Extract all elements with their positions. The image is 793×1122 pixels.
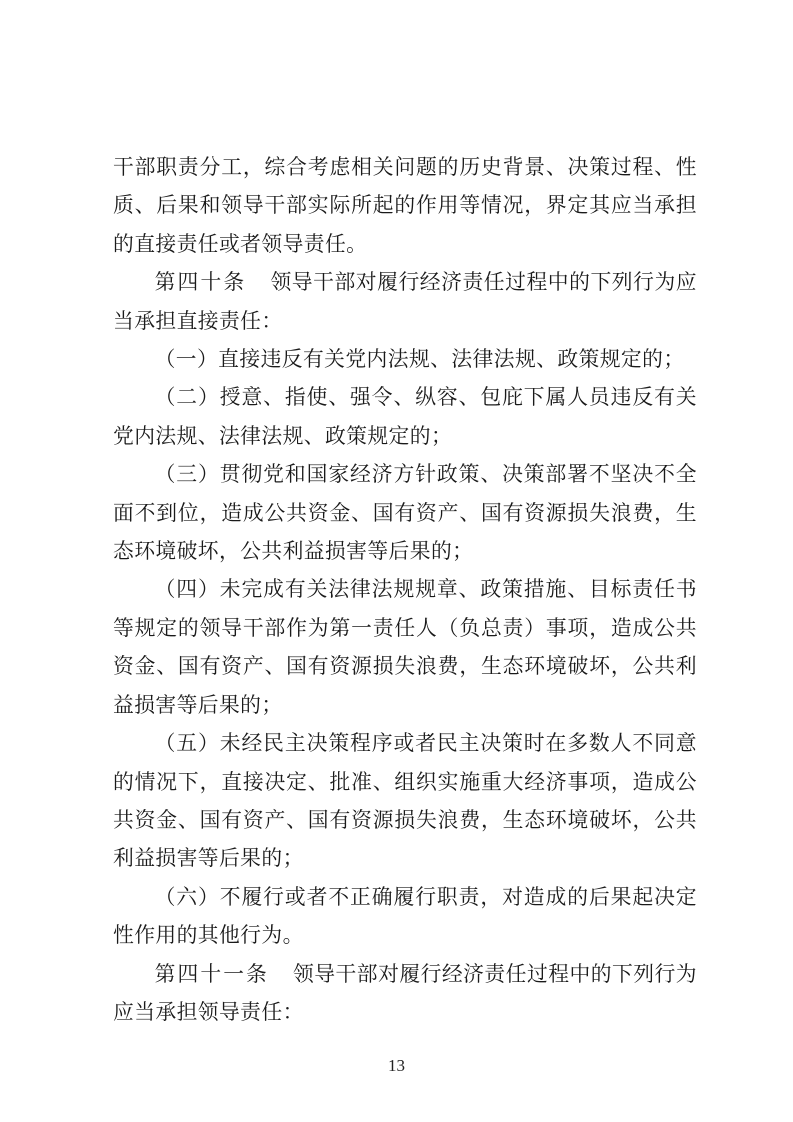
list-item-4: （四）未完成有关法律法规规章、政策措施、目标责任书等规定的领导干部作为第一责任人（负总责）事项，造成公共资金、国有资产、国有资源损失浪费，生态环境破坏，公共利益损害等后果的；: [113, 577, 697, 717]
article-41-heading: 第四十一条: [154, 961, 269, 986]
list-item-6: （六）不履行或者不正确履行职责，对造成的后果起决定性作用的其他行为。: [113, 884, 697, 948]
article-40-heading: 第四十条: [154, 270, 247, 295]
document-body: [113, 148, 697, 1031]
article-41-paragraph: [113, 955, 697, 1032]
list-item-1: （一）直接违反有关党内法规、法律法规、政策规定的；: [154, 347, 685, 372]
article-41-text: 领导干部对履行经济责任过程中的下列行为应当承担领导责任：: [113, 961, 697, 1024]
paragraph-continuation: 干部职责分工，综合考虑相关问题的历史背景、决策过程、性质、后果和领导干部实际所起的作用等情况，界定其应当承担的直接责任或者领导责任。: [113, 155, 697, 256]
article-40-paragraph: [113, 263, 697, 340]
list-item-2: （二）授意、指使、强令、纵容、包庇下属人员违反有关党内法规、法律法规、政策规定的；: [113, 385, 697, 448]
page-number: 13: [388, 1056, 405, 1075]
list-item-5: （五）未经民主决策程序或者民主决策时在多数人不同意的情况下，直接决定、批准、组织实施重大经济事项，造成公共资金、国有资产、国有资源损失浪费，生态环境破坏，公共利益损害等后果的；: [113, 731, 697, 871]
article-40-text: 领导干部对履行经济责任过程中的下列行为应当承担直接责任：: [113, 270, 697, 333]
list-item-3: （三）贯彻党和国家经济方针政策、决策部署不坚决不全面不到位，造成公共资金、国有资产、国有资源损失浪费，生态环境破坏，公共利益损害等后果的；: [113, 462, 697, 564]
